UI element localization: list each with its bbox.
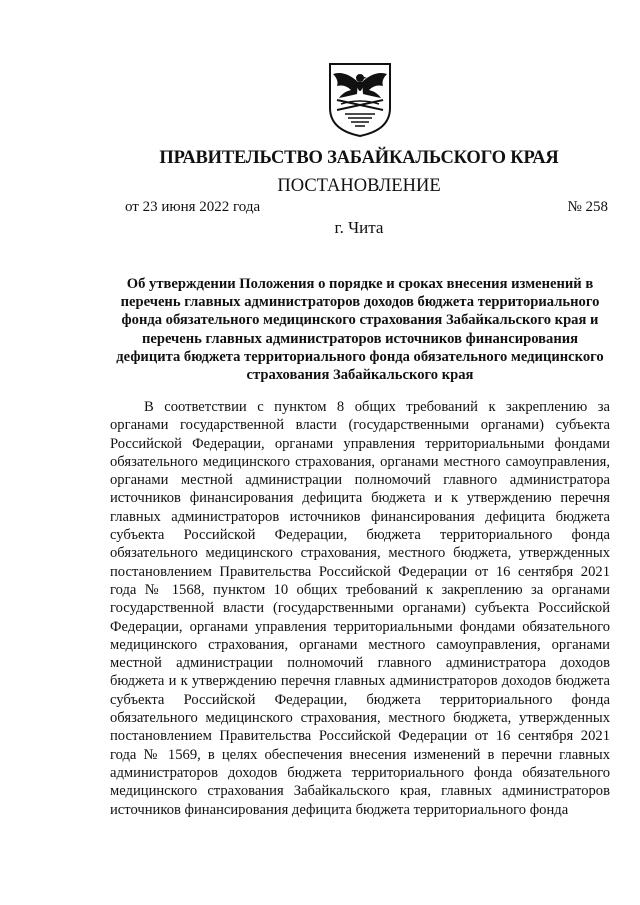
document-body: [110, 398, 610, 819]
document-number: № 258: [567, 199, 608, 215]
document-heading: Об утверждении Положения о порядке и сроках внесения изменений в перечень главных администраторов доходов бюджета территориального фонда обязательного медицинского страхования Забайкальского края и перечень главных администраторов источников финансирования дефицита бюджета территориального фонда обязательного медицинского страхования Забайкальского края: [116, 276, 604, 384]
document-city: г. Чита: [334, 218, 384, 237]
body-paragraph: В соответствии с пунктом 8 общих требований к закреплению за органами государственной власти (государственными органами) субъекта Российской Федерации, органами управления территориальными фондами обязательного медицинского страхования, органами местного самоуправления, органами местной администрации полномочий главного администратора источников финансирования дефицита бюджета и к утверждению перечня главных администраторов источников финансирования дефицита бюджета субъекта Российской Федерации, бюджета территориального фонда обязательного медицинского страхования, местного бюджета, утвержденных постановлением Правительства Российской Федерации от 16 сентября 2021 года № 1568, пунктом 10 общих требований к закреплению за органами государственной власти (государственными органами) субъекта Российской Федерации, органами управления территориальными фондами обязательного медицинского страхования, органами местного самоуправления, органами местной администрации полномочий главного администратора доходов бюджета и к утверждению перечня главных администраторов доходов бюджета субъекта Российской Федерации, бюджета территориального фонда обязательного медицинского страхования, местного бюджета, утвержденных постановлением Правительства Российской Федерации от 16 сентября 2021 года № 1569, в целях обеспечения внесения изменений в перечни главных администраторов доходов бюджета территориального фонда обязательного медицинского страхования Забайкальского края, главных администраторов источников финансирования дефицита бюджета территориального фонда: [110, 399, 610, 818]
coat-of-arms-icon: [327, 60, 393, 138]
document-type: ПОСТАНОВЛЕНИЕ: [277, 176, 441, 196]
government-title: ПРАВИТЕЛЬСТВО ЗАБАЙКАЛЬСКОГО КРАЯ: [159, 148, 559, 168]
document-date: от 23 июня 2022 года: [125, 199, 261, 215]
